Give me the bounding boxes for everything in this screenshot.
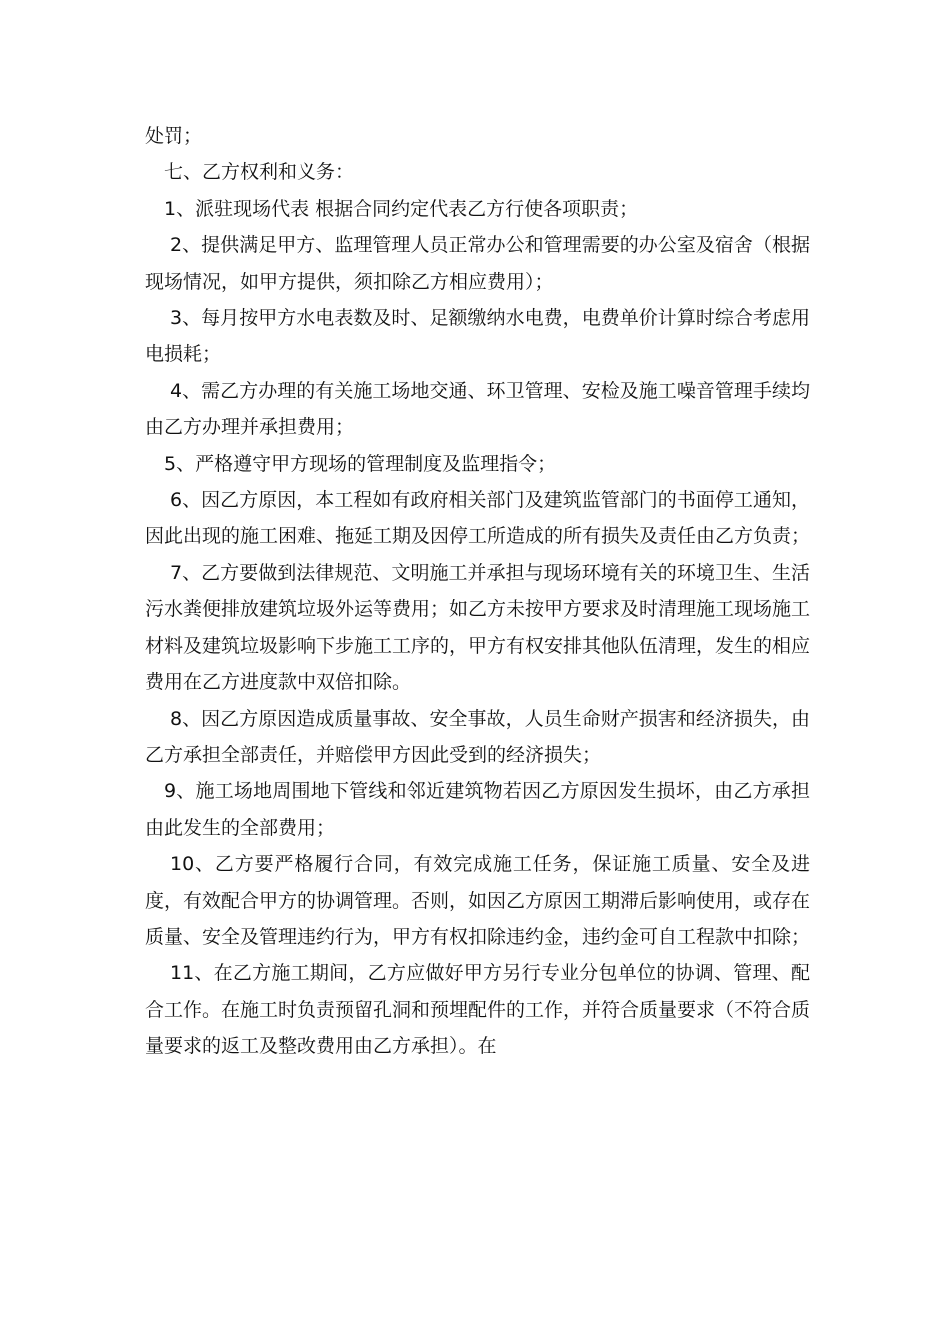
clause-5: 5、严格遵守甲方现场的管理制度及监理指令； bbox=[164, 452, 557, 475]
clause-7: 7、乙方要做到法律规范、文明施工并承担与现场环境有关的环境卫生、生活污水粪便排放建筑垃圾外运等费用；如乙方未按甲方要求及时清理施工现场施工材料及建筑垃圾影响下步施工工序的，甲方有权安排其他队伍清理，发生的相应费用在乙方进度款中双倍扣除。 bbox=[145, 561, 811, 694]
clause-9: 9、施工场地周围地下管线和邻近建筑物若因乙方原因发生损坏，由乙方承担由此发生的全部费用； bbox=[145, 780, 810, 839]
clause-10: 10、乙方要严格履行合同，有效完成施工任务，保证施工质量、安全及进度，有效配合甲方的协调管理。否则，如因乙方原因工期滞后影响使用，或存在质量、安全及管理违约行为，甲方有权扣除违约金，违约金可自工程款中扣除； bbox=[145, 853, 811, 948]
clause-2: 2、提供满足甲方、监理管理人员正常办公和管理需要的办公室及宿舍（根据现场情况，如甲方提供，须扣除乙方相应费用）； bbox=[145, 234, 810, 293]
clause-1: 1、派驻现场代表 根据合同约定代表乙方行使各项职责； bbox=[164, 197, 639, 220]
clause-3: 3、每月按甲方水电表数及时、足额缴纳水电费，电费单价计算时综合考虑用电损耗； bbox=[145, 307, 810, 366]
paragraph-continuation: 处罚； bbox=[145, 125, 203, 147]
clause-11: 11、在乙方施工期间，乙方应做好甲方另行专业分包单位的协调、管理、配合工作。在施工时负责预留孔洞和预埋配件的工作，并符合质量要求（不符合质量要求的返工及整改费用由乙方承担）。在 bbox=[145, 962, 811, 1058]
clause-8: 8、因乙方原因造成质量事故、安全事故，人员生命财产损害和经济损失，由乙方承担全部责任，并赔偿甲方因此受到的经济损失； bbox=[145, 707, 810, 766]
clause-4: 4、需乙方办理的有关施工场地交通、环卫管理、安检及施工噪音管理手续均由乙方办理并承担费用； bbox=[145, 379, 810, 439]
clause-6: 6、因乙方原因，本工程如有政府相关部门及建筑监管部门的书面停工通知，因此出现的施工困难、拖延工期及因停工所造成的所有损失及责任由乙方负责； bbox=[145, 489, 811, 548]
section-heading-7: 七、乙方权利和义务： bbox=[164, 161, 355, 184]
document-body bbox=[145, 118, 810, 1065]
